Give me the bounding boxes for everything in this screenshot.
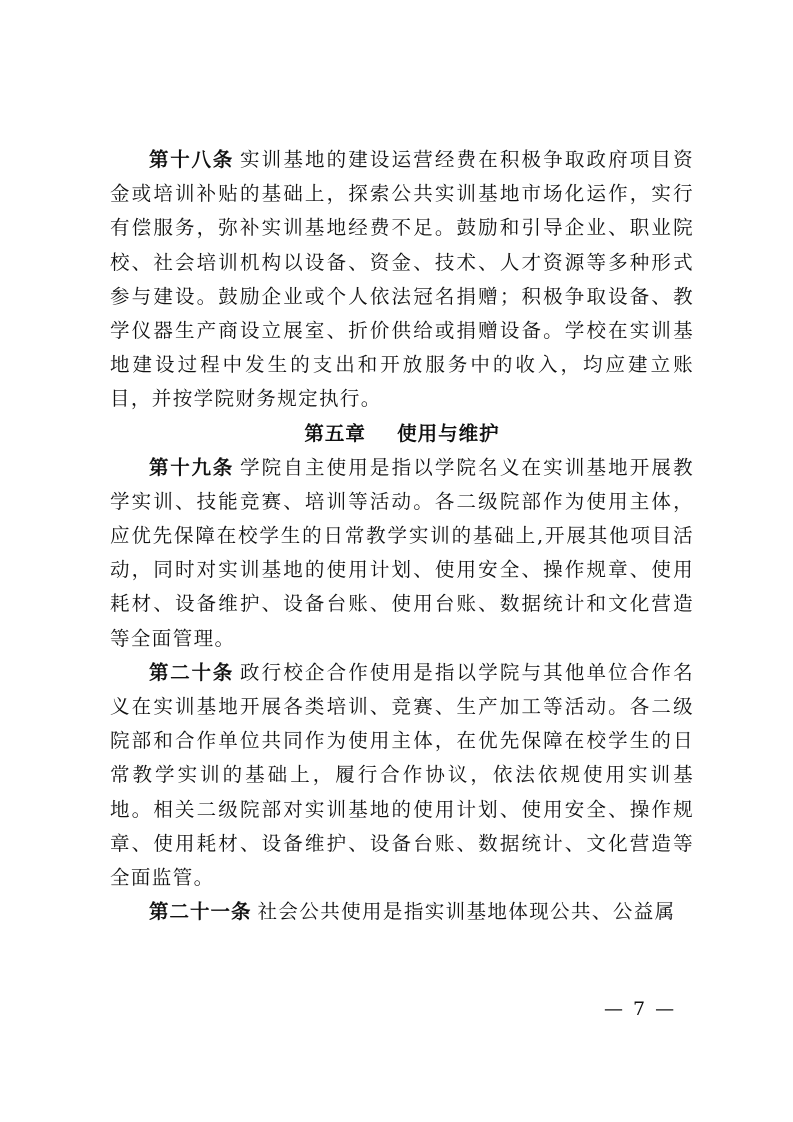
- page-number: — 7 —: [604, 998, 677, 1020]
- article-text: 学院自主使用是指以学院名义在实训基地开展教学实训、技能竞赛、培训等活动。各二级院部作为使用主体，应优先保障在校学生的日常教学实训的基础上,开展其他项目活动，同时对实训基地的使用计划、使用安全、操作规章、使用耗材、设备维护、设备台账、使用台账、数据统计和文化营造等全面管理。: [110, 455, 694, 650]
- article-number: 第十九条: [149, 455, 235, 479]
- article-number: 第十八条: [149, 148, 235, 171]
- article-21-paragraph: [110, 895, 694, 929]
- article-18-paragraph: [110, 143, 694, 417]
- article-number: 第二十条: [149, 660, 235, 684]
- article-text: 社会公共使用是指实训基地体现公共、公益属: [257, 900, 676, 924]
- article-20-paragraph: [110, 656, 694, 895]
- article-19-paragraph: [110, 451, 694, 656]
- article-text: 政行校企合作使用是指以学院与其他单位合作名义在实训基地开展各类培训、竞赛、生产加工等活动。各二级院部和合作单位共同作为使用主体，在优先保障在校学生的日常教学实训的基础上，履行合作协议，依法依规使用实训基地。相关二级院部对实训基地的使用计划、使用安全、操作规章、使用耗材、设备维护、设备台账、数据统计、文化营造等全面监管。: [110, 660, 694, 890]
- article-number: 第二十一条: [149, 900, 252, 924]
- chapter-heading: 第五章 使用与维护: [304, 421, 500, 445]
- document-body: [110, 143, 694, 929]
- article-text: 实训基地的建设运营经费在积极争取政府项目资金或培训补贴的基础上，探索公共实训基地市场化运作，实行有偿服务，弥补实训基地经费不足。鼓励和引导企业、职业院校、社会培训机构以设备、资金、技术、人才资源等多种形式参与建设。鼓励企业或个人依法冠名捐赠；积极争取设备、教学仪器生产商设立展室、折价供给或捐赠设备。学校在实训基地建设过程中发生的支出和开放服务中的收入，均应建立账目，并按学院财务规定执行。: [110, 148, 694, 411]
